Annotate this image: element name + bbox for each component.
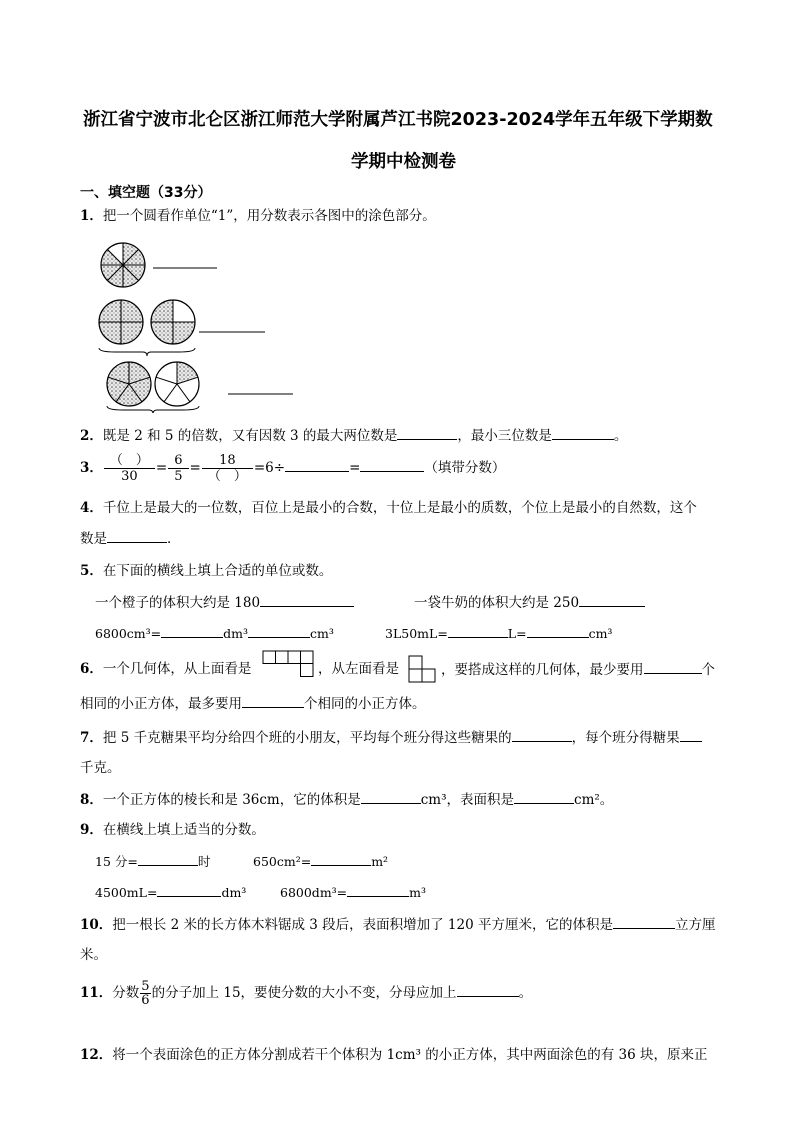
unit-label: cm³ [588, 626, 613, 641]
question-9-row1-right [253, 851, 388, 872]
question-text: ，最小三位数是 [457, 428, 552, 444]
question-number: 6． [80, 661, 103, 677]
question-number: 2． [80, 428, 103, 444]
top-view-diagram [262, 650, 314, 680]
numerator: （ ） [104, 453, 155, 469]
question-text: =6÷ [253, 460, 286, 476]
unit-label: cm³ [310, 626, 334, 641]
answer-blank[interactable] [397, 425, 457, 440]
answer-blank[interactable] [260, 592, 354, 607]
question-text: 数是 [80, 531, 107, 547]
answer-blank[interactable] [347, 882, 409, 897]
section-heading: 一、填空题（33分） [80, 185, 212, 201]
question-10 [80, 914, 716, 935]
answer-blank[interactable] [248, 623, 310, 638]
answer-blank[interactable] [361, 789, 421, 804]
equals: = [189, 460, 201, 476]
denominator: 30 [121, 469, 138, 484]
question-number: 7． [80, 730, 103, 746]
question-2 [80, 425, 627, 446]
fraction [202, 453, 253, 484]
question-text: 将一个表面涂色的正方体分割成若干个体积为 1cm³ 的小正方体，其中两面涂色的有 36 块，原来正 [112, 1047, 708, 1063]
answer-blank[interactable] [680, 727, 702, 742]
question-4-line2 [80, 528, 181, 549]
numerator: 6 [168, 453, 188, 469]
question-text: 15 分= [95, 854, 138, 869]
question-12 [80, 1045, 708, 1065]
equals: = [155, 460, 168, 476]
question-6-line2 [80, 693, 426, 714]
brace [99, 348, 195, 356]
question-7 [80, 727, 702, 748]
question-text: 在横线上填上适当的分数。 [102, 822, 265, 838]
unit-label: m² [371, 854, 389, 869]
answer-blank[interactable] [512, 727, 572, 742]
question-text: 既是 2 和 5 的倍数，又有因数 3 的最大两位数是 [102, 428, 398, 444]
circle-fifths-full [107, 362, 151, 406]
question-text: ． [167, 531, 181, 547]
question-text: 一个正方体的棱长和是 36cm，它的体积是 [102, 792, 361, 808]
question-text: ，每个班分得糖果 [571, 730, 680, 746]
answer-blank[interactable] [107, 528, 167, 543]
question-text: 6800dm³= [280, 885, 348, 900]
answer-blank[interactable] [448, 623, 508, 638]
denominator: （ ） [207, 469, 247, 484]
circle-quarters-full [99, 300, 143, 344]
question-11 [80, 978, 532, 1008]
answer-blank[interactable] [644, 659, 702, 674]
question-text: 一个几何体，从上面看是 [102, 661, 252, 677]
left-view-diagram [408, 655, 438, 685]
question-text: 相同的小正方体，最多要用 [80, 696, 242, 712]
question-text: 。 [518, 985, 533, 1001]
question-4 [80, 498, 697, 518]
answer-blank[interactable] [527, 623, 589, 638]
question-number: 5． [80, 563, 103, 579]
question-text: 千位上是最大的一位数，百位上是最小的合数，十位上是最小的质数，个位上是最小的自然数，这个 [102, 500, 697, 516]
question-5-row1-left [95, 592, 354, 613]
question-10-line2 [80, 945, 107, 965]
answer-blank[interactable] [360, 457, 424, 472]
question-text: 。 [613, 428, 628, 444]
numerator: 5 [141, 979, 150, 994]
question-number: 12． [80, 1047, 113, 1063]
circle-fifths-one [155, 362, 199, 406]
question-5-row1-right [414, 592, 645, 613]
question-5-row2-right [385, 623, 612, 644]
answer-blank[interactable] [579, 592, 645, 607]
answer-blank[interactable] [285, 457, 349, 472]
answer-blank[interactable] [138, 851, 198, 866]
question-8 [80, 789, 613, 810]
question-9-row2-left [95, 882, 246, 903]
question-number: 10． [80, 917, 113, 933]
question-9-row1-left [95, 851, 210, 872]
brace [107, 406, 199, 413]
numerator: 18 [202, 453, 253, 469]
question-text: cm³，表面积是 [420, 792, 515, 808]
page-title-line2: 学期中检测卷 [351, 152, 456, 172]
unit-label: m³ [409, 885, 427, 900]
question-number: 9． [80, 822, 103, 838]
question-text: 4500mL= [95, 885, 158, 900]
question-text: cm²。 [574, 792, 614, 808]
answer-blank[interactable] [514, 789, 574, 804]
question-text: ，从左面看是 [318, 661, 399, 677]
question-number: 11． [80, 985, 113, 1001]
answer-blank[interactable] [311, 851, 371, 866]
question-text: 650cm²= [253, 854, 312, 869]
question-text: 个 [701, 662, 715, 678]
question-6-tail [441, 659, 715, 680]
denominator: 6 [141, 993, 150, 1008]
question-7-line2 [80, 758, 121, 778]
question-1 [80, 206, 436, 226]
unit-label: dm³ [223, 626, 249, 641]
fraction [104, 453, 155, 484]
answer-blank[interactable] [457, 982, 519, 997]
question-6 [80, 659, 251, 679]
denominator: 5 [174, 469, 183, 484]
question-number: 8． [80, 792, 103, 808]
fraction [140, 980, 150, 1007]
answer-blank[interactable] [242, 693, 304, 708]
circle-quarters-three [151, 300, 195, 344]
answer-blank[interactable] [157, 882, 221, 897]
question-text: 6800cm³= [95, 626, 162, 641]
equals: = [349, 460, 361, 476]
question-text: 把 5 千克糖果平均分给四个班的小朋友，平均每个班分得这些糖果的 [102, 730, 512, 746]
question-number: 1． [80, 208, 103, 224]
answer-blank[interactable] [161, 623, 223, 638]
question-text: 3L50mL= [385, 626, 448, 641]
answer-blank[interactable] [552, 425, 614, 440]
question-text: 在下面的横线上填上合适的单位或数。 [102, 563, 333, 579]
question-text: 米。 [80, 947, 107, 963]
unit-label: 时 [197, 854, 211, 869]
question-text: 的分子加上 15，要使分数的大小不变，分母应加上 [151, 985, 457, 1001]
unit-label: dm³ [221, 885, 247, 900]
question-9 [80, 820, 265, 840]
circle-eighths [101, 243, 145, 287]
question-5-row2-left [95, 623, 334, 644]
question-number: 3． [80, 460, 103, 476]
question-text: 千克。 [80, 760, 121, 776]
answer-blank[interactable] [613, 914, 675, 929]
question-6-mid [318, 659, 399, 679]
question-text: 把一根长 2 米的长方体木料锯成 3 段后，表面积增加了 120 平方厘米，它的体积是 [112, 917, 613, 933]
question-text: 分数 [112, 985, 140, 1001]
unit-label: L= [507, 626, 527, 641]
question-text: ，要搭成这样的几何体，最少要用 [441, 662, 644, 678]
question-text: 一个橙子的体积大约是 180 [95, 595, 261, 611]
question-text: 把一个圆看作单位“1”，用分数表示各图中的涂色部分。 [102, 208, 436, 224]
page-title-line1: 浙江省宁波市北仑区浙江师范大学附属芦江书院2023-2024学年五年级下学期数 [83, 110, 713, 130]
question-9-row2-right [280, 882, 426, 903]
question-text: （填带分数） [424, 460, 506, 476]
fraction [168, 453, 188, 484]
fraction-circles-figure [95, 238, 305, 413]
question-text: 个相同的小正方体。 [304, 696, 426, 712]
question-text: 一袋牛奶的体积大约是 250 [414, 595, 580, 611]
question-3 [80, 451, 505, 485]
question-text: 立方厘 [675, 917, 716, 933]
question-number: 4． [80, 500, 103, 516]
question-5 [80, 561, 332, 581]
